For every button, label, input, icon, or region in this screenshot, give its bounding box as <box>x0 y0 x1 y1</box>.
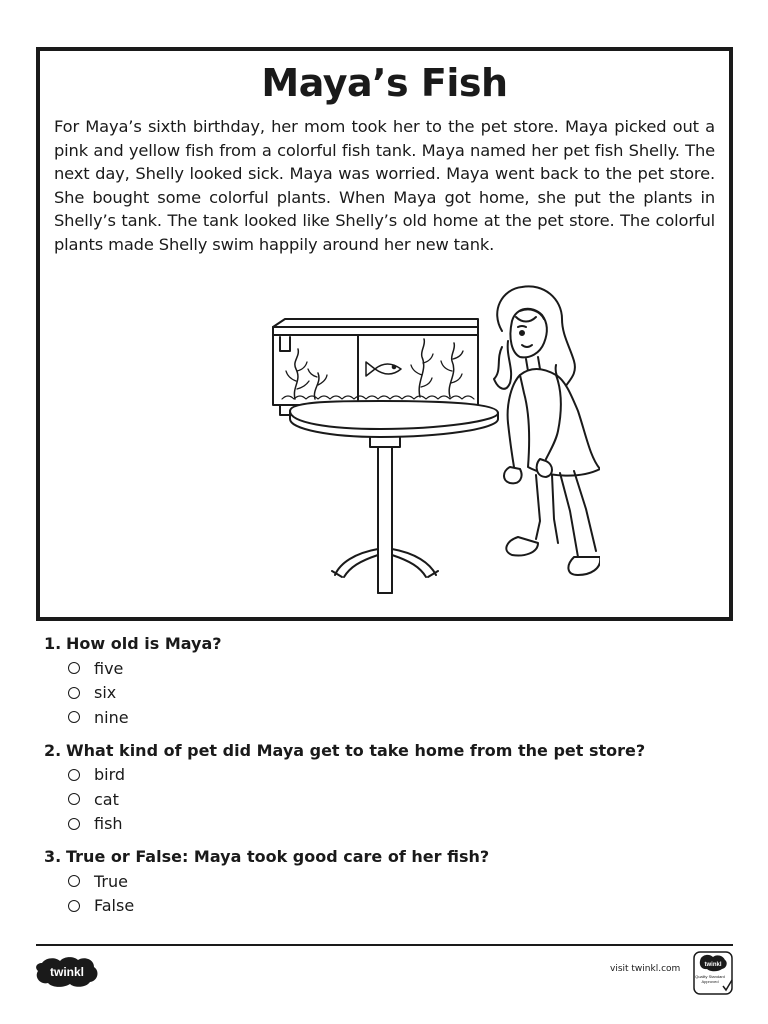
option-label: five <box>94 658 124 678</box>
question-2 <box>44 739 724 837</box>
logo-text: twinkl <box>49 965 85 979</box>
answer-options <box>68 656 724 730</box>
table <box>290 401 498 593</box>
question-text: True or False: Maya took good care of her fish? <box>66 847 490 866</box>
question-text: What kind of pet did Maya get to take home from the pet store? <box>66 740 646 760</box>
option-fish[interactable] <box>68 812 724 837</box>
radio-circle-icon[interactable] <box>68 711 80 723</box>
questions-section <box>44 632 724 927</box>
question-1 <box>44 632 724 730</box>
option-five[interactable] <box>68 656 724 681</box>
option-label: True <box>94 871 128 891</box>
option-label: six <box>94 683 117 703</box>
maya-fish-tank-illustration <box>240 271 600 601</box>
visit-link[interactable]: visit twinkl.com <box>610 964 681 974</box>
option-label: bird <box>94 765 126 785</box>
story-frame <box>36 47 733 621</box>
option-label: cat <box>94 789 119 809</box>
option-six[interactable] <box>68 681 724 706</box>
question-3 <box>44 845 724 918</box>
option-cat[interactable] <box>68 787 724 812</box>
radio-circle-icon[interactable] <box>68 793 80 805</box>
radio-circle-icon[interactable] <box>68 818 80 830</box>
question-text: How old is Maya? <box>66 634 222 653</box>
story-text: For Maya’s sixth birthday, her mom took her to the pet store. Maya picked out a pink and yellow fish from a colorful fish tank. Maya named her pet fish Shelly. The next day, Shelly looked sick. Maya was worried. Maya went back to the pet store. She bought some colorful plants. When Maya got home, she put the plants in Shelly’s tank. The tank looked like Shelly’s old home at the pet store. The colorful plants made Shelly swim happily around her new tank. <box>54 117 715 254</box>
question-number: 1. <box>44 634 62 653</box>
radio-circle-icon[interactable] <box>68 900 80 912</box>
quality-standard-badge-icon <box>692 950 734 996</box>
option-true[interactable] <box>68 869 724 894</box>
option-false[interactable] <box>68 894 724 919</box>
radio-circle-icon[interactable] <box>68 875 80 887</box>
badge-brand: twinkl <box>704 962 722 968</box>
radio-circle-icon[interactable] <box>68 662 80 674</box>
option-label: nine <box>94 707 129 727</box>
radio-circle-icon[interactable] <box>68 769 80 781</box>
option-label: False <box>94 896 135 916</box>
page-title: Maya’s Fish <box>261 61 508 105</box>
footer-divider <box>36 944 733 946</box>
badge-text: Quality Standard Approved <box>695 974 725 984</box>
answer-options <box>68 869 724 918</box>
answer-options <box>68 763 724 837</box>
option-bird[interactable] <box>68 763 724 788</box>
twinkl-logo-icon <box>34 955 100 989</box>
question-number: 3. <box>44 847 62 866</box>
option-nine[interactable] <box>68 705 724 730</box>
option-label: fish <box>94 814 123 834</box>
maya-figure <box>494 286 600 575</box>
radio-circle-icon[interactable] <box>68 687 80 699</box>
question-number: 2. <box>44 740 62 760</box>
